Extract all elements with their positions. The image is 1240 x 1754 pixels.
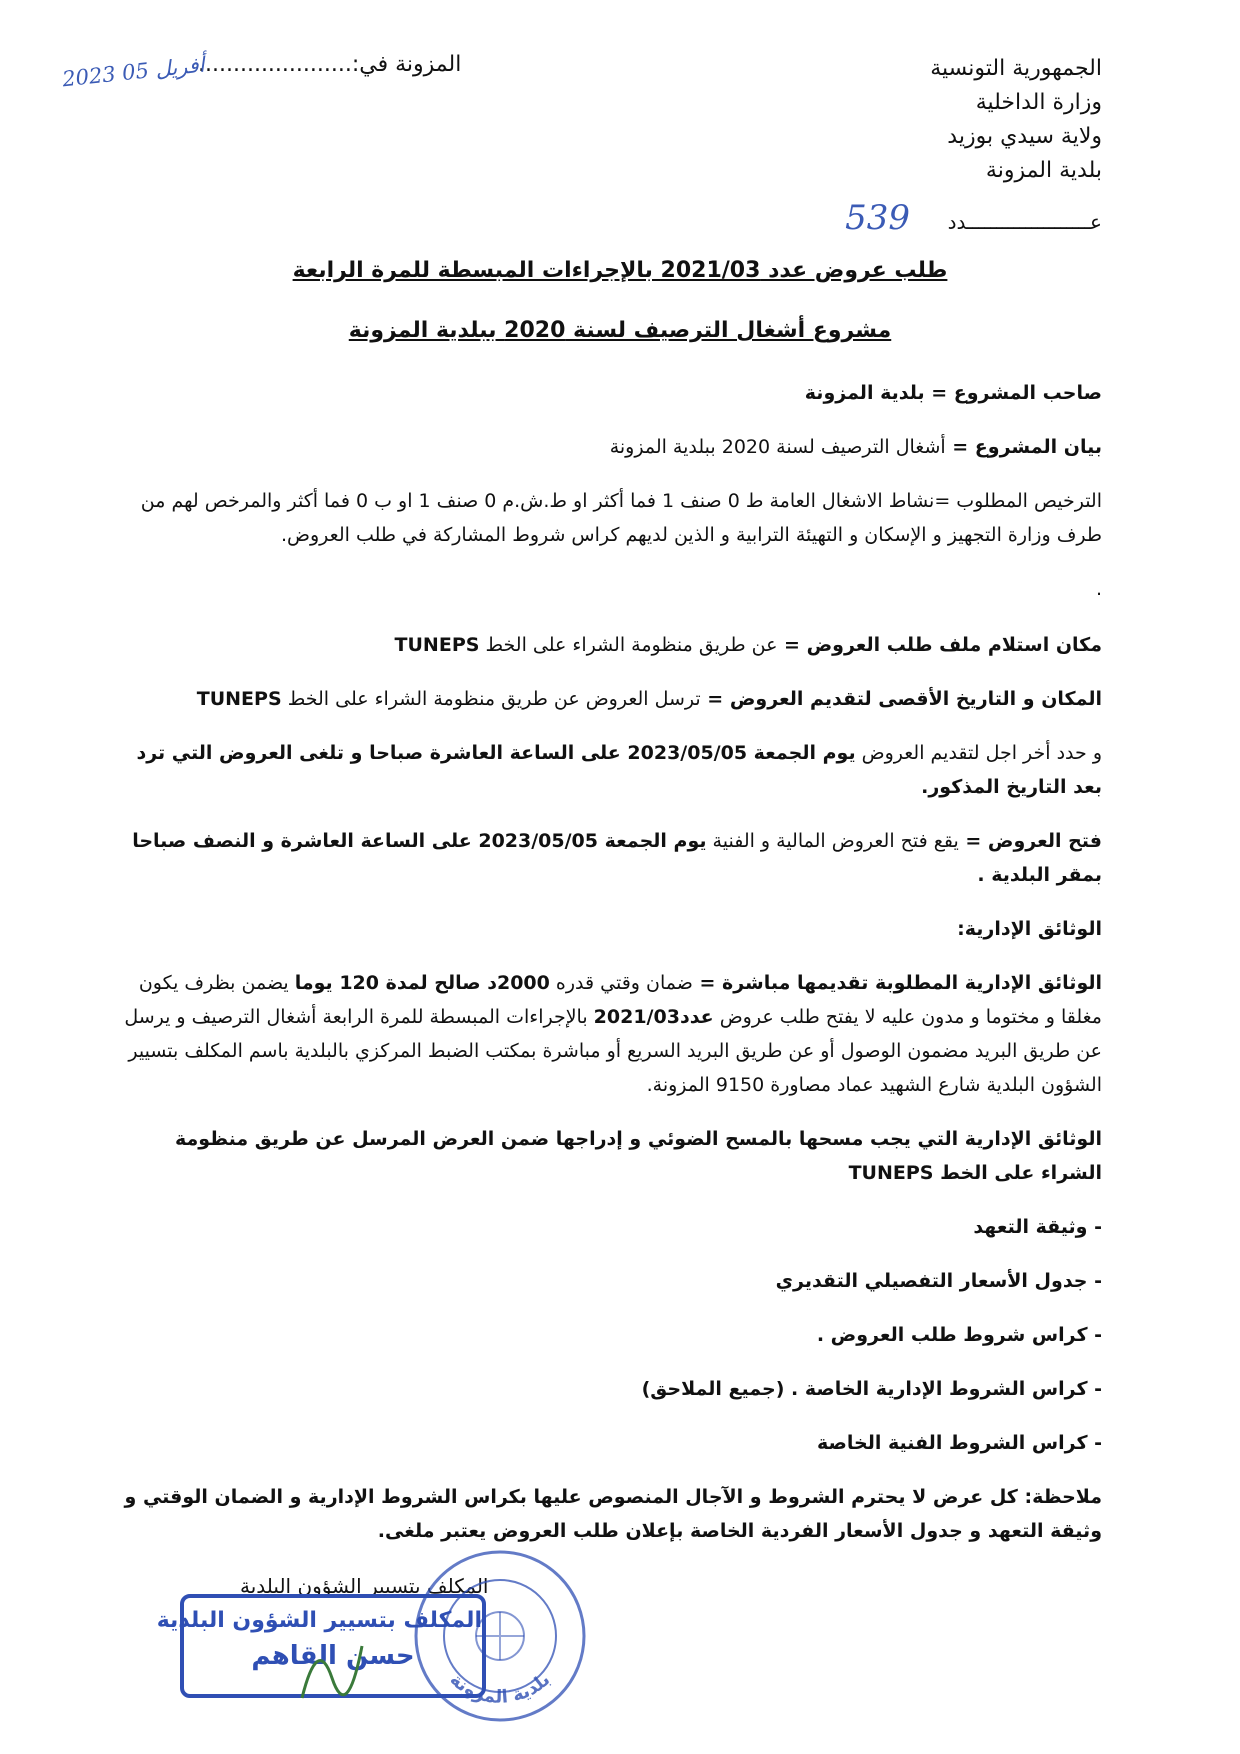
note: ملاحظة: كل عرض لا يحترم الشروط و الآجال المنصوص عليها بكراس الشروط الإدارية و الضمان الوقتي و وثيقة التعهد و جدول الأسعار الفردية الخاصة بإعلان طلب العروض يعتبر ملغى. (124, 1486, 1102, 1542)
separator-dot: . (1095, 578, 1102, 600)
bid-opening-label: فتح العروض = (958, 830, 1102, 852)
handwritten-reference-number: 539 (845, 198, 910, 238)
bid-opening-value: يقع فتح العروض المالية و الفنية (706, 830, 959, 852)
submission-deadline-value: ترسل العروض عن طريق منظومة الشراء على الخط (281, 688, 701, 710)
deadline-date-details: يوم الجمعة 2023/05/05 على الساعة العاشرة صباحا و تلغى العروض التي ترد بعد التاريخ المذكور. (136, 742, 1102, 798)
submission-deadline (120, 682, 1102, 716)
project-owner-label: صاحب المشروع = (924, 382, 1102, 404)
document-subtitle: مشروع أشغال الترصيف لسنة 2020 ببلدية المزونة (348, 318, 892, 343)
project-description-value: أشغال الترصيف لسنة 2020 ببلدية المزونة (609, 436, 946, 458)
list-item: - وثيقة التعهد (973, 1216, 1102, 1238)
project-owner (120, 376, 1102, 410)
list-item: - كراس الشروط الإدارية الخاصة . (جميع الملاحق) (641, 1378, 1102, 1400)
file-receipt-tuneps: TUNEPS (394, 634, 480, 656)
direct-documents (120, 966, 1102, 1102)
document-body (120, 376, 1102, 1568)
admin-documents-heading: الوثائق الإدارية: (957, 918, 1102, 940)
deadline-date (120, 736, 1102, 804)
list-item: - كراس الشروط الفنية الخاصة (817, 1432, 1102, 1454)
file-receipt (120, 628, 1102, 662)
direct-documents-text-1: ضمان وقتي قدره (549, 972, 693, 994)
letterhead-line-ministry: وزارة الداخلية (975, 90, 1102, 115)
file-receipt-label: مكان استلام ملف طلب العروض = (777, 634, 1102, 656)
date-label: المزونة في:...................... (198, 52, 462, 77)
direct-documents-text-3: بالإجراءات المبسطة للمرة الرابعة أشغال الترصيف و يرسل عن طريق البريد مضمون الوصول أو عن طريق البريد السريع أو مباشرة بمكتب الضبط المركزي بالبلدية باسم المكلف بتسيير الشؤون البلدية شارع الشهيد عماد مصاورة 9150 المزونة. (124, 1006, 1102, 1096)
letterhead-line-governorate: ولاية سيدي بوزيد (947, 124, 1102, 149)
stamp-title: المكلف بتسيير الشؤون البلدية (156, 1608, 482, 1633)
submission-deadline-tuneps: TUNEPS (196, 688, 282, 710)
handwritten-signature (292, 1638, 372, 1708)
direct-documents-text-2: يضمن بظرف يكون مغلقا و مختوما و مدون عليه لا يفتح طلب عروض (138, 972, 1102, 1028)
stamp-name: حسن القاهم (251, 1641, 415, 1671)
reference-label: عـــــــــــــــــــــدد (947, 210, 1102, 234)
bid-opening-details: يوم الجمعة 2023/05/05 على الساعة العاشرة و النصف صباحا بمقر البلدية . (132, 830, 1102, 886)
svg-text:بلدية المزونة (446, 1669, 555, 1708)
letterhead (802, 52, 1102, 188)
deadline-date-intro: و حدد أخر اجل لتقديم العروض (855, 742, 1102, 764)
scanned-documents: الوثائق الإدارية التي يجب مسحها بالمسح الضوئي و إدراجها ضمن العرض المرسل عن طريق منظومة الشراء على الخط TUNEPS (174, 1128, 1102, 1184)
letterhead-line-republic: الجمهورية التونسية (930, 56, 1102, 81)
municipal-seal (410, 1546, 590, 1726)
signatory-title: المكلف بتسيير الشؤون البلدية (240, 1574, 489, 1598)
project-description (120, 430, 1102, 464)
list-item: - كراس شروط طلب العروض . (816, 1324, 1102, 1346)
bid-opening (120, 824, 1102, 892)
document-title: طلب عروض عدد 2021/03 بالإجراءات المبسطة للمرة الرابعة (292, 258, 948, 283)
guarantee-amount: 2000د صالح لمدة 120 يوما (294, 972, 550, 994)
submission-deadline-label: المكان و التاريخ الأقصى لتقديم العروض = (700, 688, 1102, 710)
project-description-label: بيان المشروع = (945, 436, 1102, 458)
handwritten-date: 2023 أفريل 05 (61, 52, 206, 92)
direct-documents-label: الوثائق الإدارية المطلوبة تقديمها مباشرة = (692, 972, 1102, 994)
file-receipt-value: عن طريق منظومة الشراء على الخط (479, 634, 778, 656)
list-item: - جدول الأسعار التفصيلي التقديري (775, 1270, 1102, 1292)
seal-text: بلدية المزونة (445, 1669, 555, 1708)
required-license: الترخيص المطلوب =نشاط الاشغال العامة ط 0 صنف 1 فما أكثر او ط.ش.م 0 صنف 1 او ب 0 فما أكثر والمرخص لهم من طرف وزارة التجهيز و الإسكان و التهيئة الترابية و الذين لديهم كراس شروط المشاركة في طلب العروض. (140, 490, 1102, 546)
letterhead-line-municipality: بلدية المزونة (985, 158, 1102, 183)
tender-number: عدد2021/03 (593, 1006, 714, 1028)
project-owner-value: بلدية المزونة (804, 382, 925, 404)
